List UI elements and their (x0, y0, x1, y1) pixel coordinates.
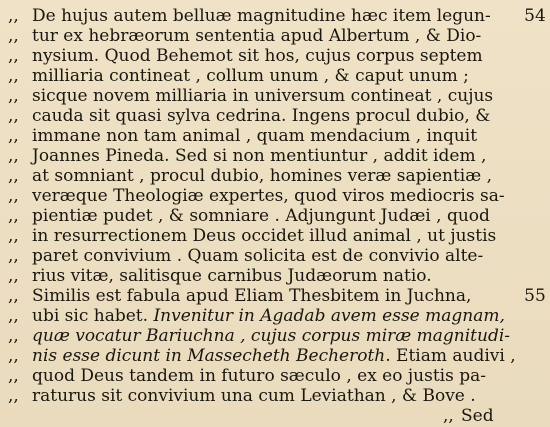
quote-mark: ,, (8, 326, 19, 346)
line-text-italic: nis esse dicunt in Massecheth Becheroth (32, 346, 386, 366)
line-text-roman: . Etiam audivi , (385, 346, 516, 366)
quote-mark: ,, (8, 386, 19, 406)
quote-mark: ,, (8, 106, 19, 126)
line-text: cauda sit quasi sylva cedrina. Ingens procul dubio, & (32, 106, 491, 126)
quote-mark: ,, (8, 166, 19, 186)
quote-mark: ,, (8, 26, 19, 46)
line-text: tur ex hebræorum sententia apud Albertum , & Dio- (32, 26, 482, 46)
line-text (32, 346, 516, 366)
line-text-italic: quæ vocatur Bariuchna , cujus corpus miræ magnitudi- (32, 326, 511, 346)
line-text: paret convivium . Quam solicita est de convivio alte- (32, 246, 484, 266)
quote-mark: ,, (8, 66, 19, 86)
quote-mark: ,, (8, 146, 19, 166)
line-text: De hujus autem belluæ magnitudine hæc item legun- (32, 6, 491, 26)
quote-mark: ,, (8, 286, 19, 306)
line-text: rius vitæ, salitisque carnibus Judæorum natio. (32, 266, 432, 286)
line-text: immane non tam animal , quam mendacium , inquit (32, 126, 478, 146)
line-text: milliaria contineat , collum unum , & caput unum ; (32, 66, 469, 86)
quote-mark: ,, (8, 226, 19, 246)
quote-mark: ,, (8, 366, 19, 386)
line-text: in resurrectionem Deus occidet illud animal , ut justis (32, 226, 497, 246)
quote-mark: ,, (8, 46, 19, 66)
line-text: raturus sit convivium una cum Leviathan , & Bove . (32, 386, 476, 406)
quote-mark: ,, (443, 406, 454, 426)
quote-mark: ,, (8, 266, 19, 286)
line-text: Joannes Pineda. Sed si non mentiuntur , addit idem , (32, 146, 487, 166)
line-text-italic: Invenitur in Agadab avem esse magnam, (153, 306, 505, 326)
line-text: nysium. Quod Behemot sit hos, cujus corpus septem (32, 46, 483, 66)
quote-mark: ,, (8, 346, 19, 366)
line-text: sicque novem milliaria in universum contineat , cujus (32, 86, 494, 106)
line-text (32, 306, 505, 326)
line-text: quod Deus tandem in futuro sæculo , ex eo justis pa- (32, 366, 486, 386)
quote-mark: ,, (8, 86, 19, 106)
margin-number-middle: 55 (524, 286, 546, 306)
quote-mark: ,, (8, 306, 19, 326)
catchword: Sed (461, 406, 494, 426)
quote-mark: ,, (8, 126, 19, 146)
line-text-roman: ubi sic habet. (32, 306, 149, 326)
quote-mark: ,, (8, 246, 19, 266)
quote-mark: ,, (8, 186, 19, 206)
line-text: pientiæ pudet , & somniare . Adjungunt Judæi , quod (32, 206, 490, 226)
line-text: Similis est fabula apud Eliam Thesbitem in Juchna, (32, 286, 472, 306)
quote-mark: ,, (8, 6, 19, 26)
margin-number-top: 54 (524, 6, 546, 26)
line-text: veræque Theologiæ expertes, quod viros mediocris sa- (32, 186, 505, 206)
line-text: at somniant , procul dubio, homines veræ sapientiæ , (32, 166, 493, 186)
quote-mark: ,, (8, 206, 19, 226)
